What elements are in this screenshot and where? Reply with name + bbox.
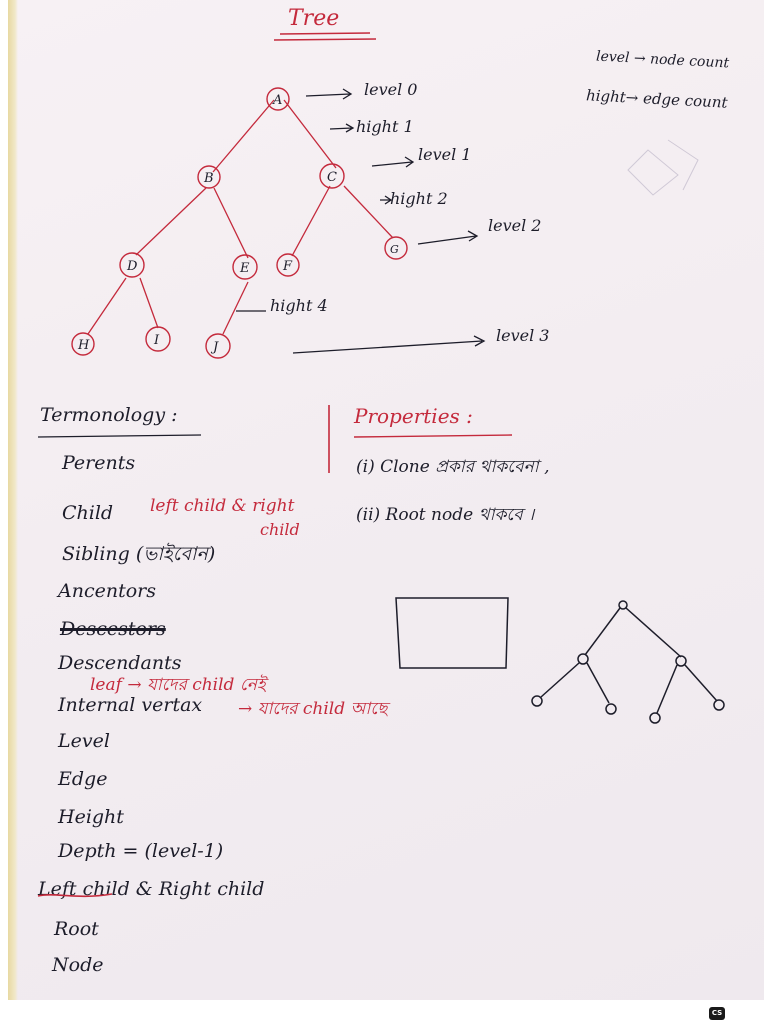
small-tree-sketch (513, 595, 743, 730)
page-title: Tree (288, 6, 340, 31)
properties-heading: Properties : (354, 404, 473, 428)
tree-node-label: C (327, 170, 337, 185)
terminology-underline (36, 432, 206, 440)
notebook-page (8, 0, 764, 1000)
tree-node-label: B (204, 171, 214, 186)
terminology-heading: Termonology : (40, 404, 178, 426)
annotation-level-1: level 1 (418, 145, 472, 164)
annotation-height-4: hight 4 (270, 296, 328, 315)
tree-node-label: I (154, 333, 160, 348)
leaf-note: leaf → যাদের child নেই (90, 675, 266, 695)
term-sibling: Sibling (ভাইবোন) (62, 543, 216, 565)
annotation-height-2: hight 2 (390, 189, 448, 208)
legend-height-note: hight→ edge count (585, 86, 728, 112)
rectangle-sketch (388, 590, 518, 680)
term-level: Level (58, 730, 110, 752)
term-parents: Perents (62, 452, 136, 474)
annotation-level-2: level 2 (488, 216, 542, 235)
arrow-icon (306, 89, 351, 99)
child-note-line2: child (260, 520, 300, 539)
term-internal-vertex: Internal vertax (58, 694, 203, 716)
child-note: left child & right (150, 496, 295, 516)
term-height: Height (58, 806, 124, 828)
left-strike (36, 888, 116, 902)
camscanner-badge: CS (709, 1007, 725, 1020)
internal-note: → যাদের child আছে (238, 699, 388, 719)
term-depth: Depth = (level-1) (58, 840, 224, 862)
properties-underline (352, 432, 522, 440)
property-clone: (i) Clone প্রকার থাকবেনা , (356, 457, 550, 477)
page-binding-edge (8, 0, 18, 1000)
arrow-icon (372, 157, 413, 167)
legend-level-note: level → node count (595, 48, 730, 72)
column-divider (326, 405, 332, 475)
term-root: Root (54, 918, 99, 940)
term-edge: Edge (58, 768, 108, 790)
term-left-right-child: Left child & Right child (38, 878, 265, 900)
tree-node-label: D (127, 259, 138, 274)
term-ancestors: Ancentors (58, 580, 156, 602)
term-descendants: Descendants (58, 652, 182, 674)
tree-node-label: G (390, 243, 399, 256)
term-child: Child (62, 502, 114, 524)
tree-node-label: F (283, 259, 293, 274)
arrow-icon (293, 336, 484, 353)
arrow-icon (330, 124, 353, 132)
tree-node-label: H (78, 338, 90, 353)
tree-node-label: J (213, 340, 219, 355)
annotation-level-0: level 0 (364, 80, 418, 99)
annotation-level-3: level 3 (496, 326, 550, 345)
term-node: Node (52, 954, 104, 976)
tree-node-label: A (273, 93, 283, 108)
arrow-icon (418, 231, 477, 244)
annotation-height-1: hight 1 (356, 117, 414, 136)
term-descestors-struck: Descestors (60, 618, 166, 640)
tree-node-label: E (240, 261, 250, 276)
property-root: (ii) Root node থাকবে । (356, 505, 535, 525)
